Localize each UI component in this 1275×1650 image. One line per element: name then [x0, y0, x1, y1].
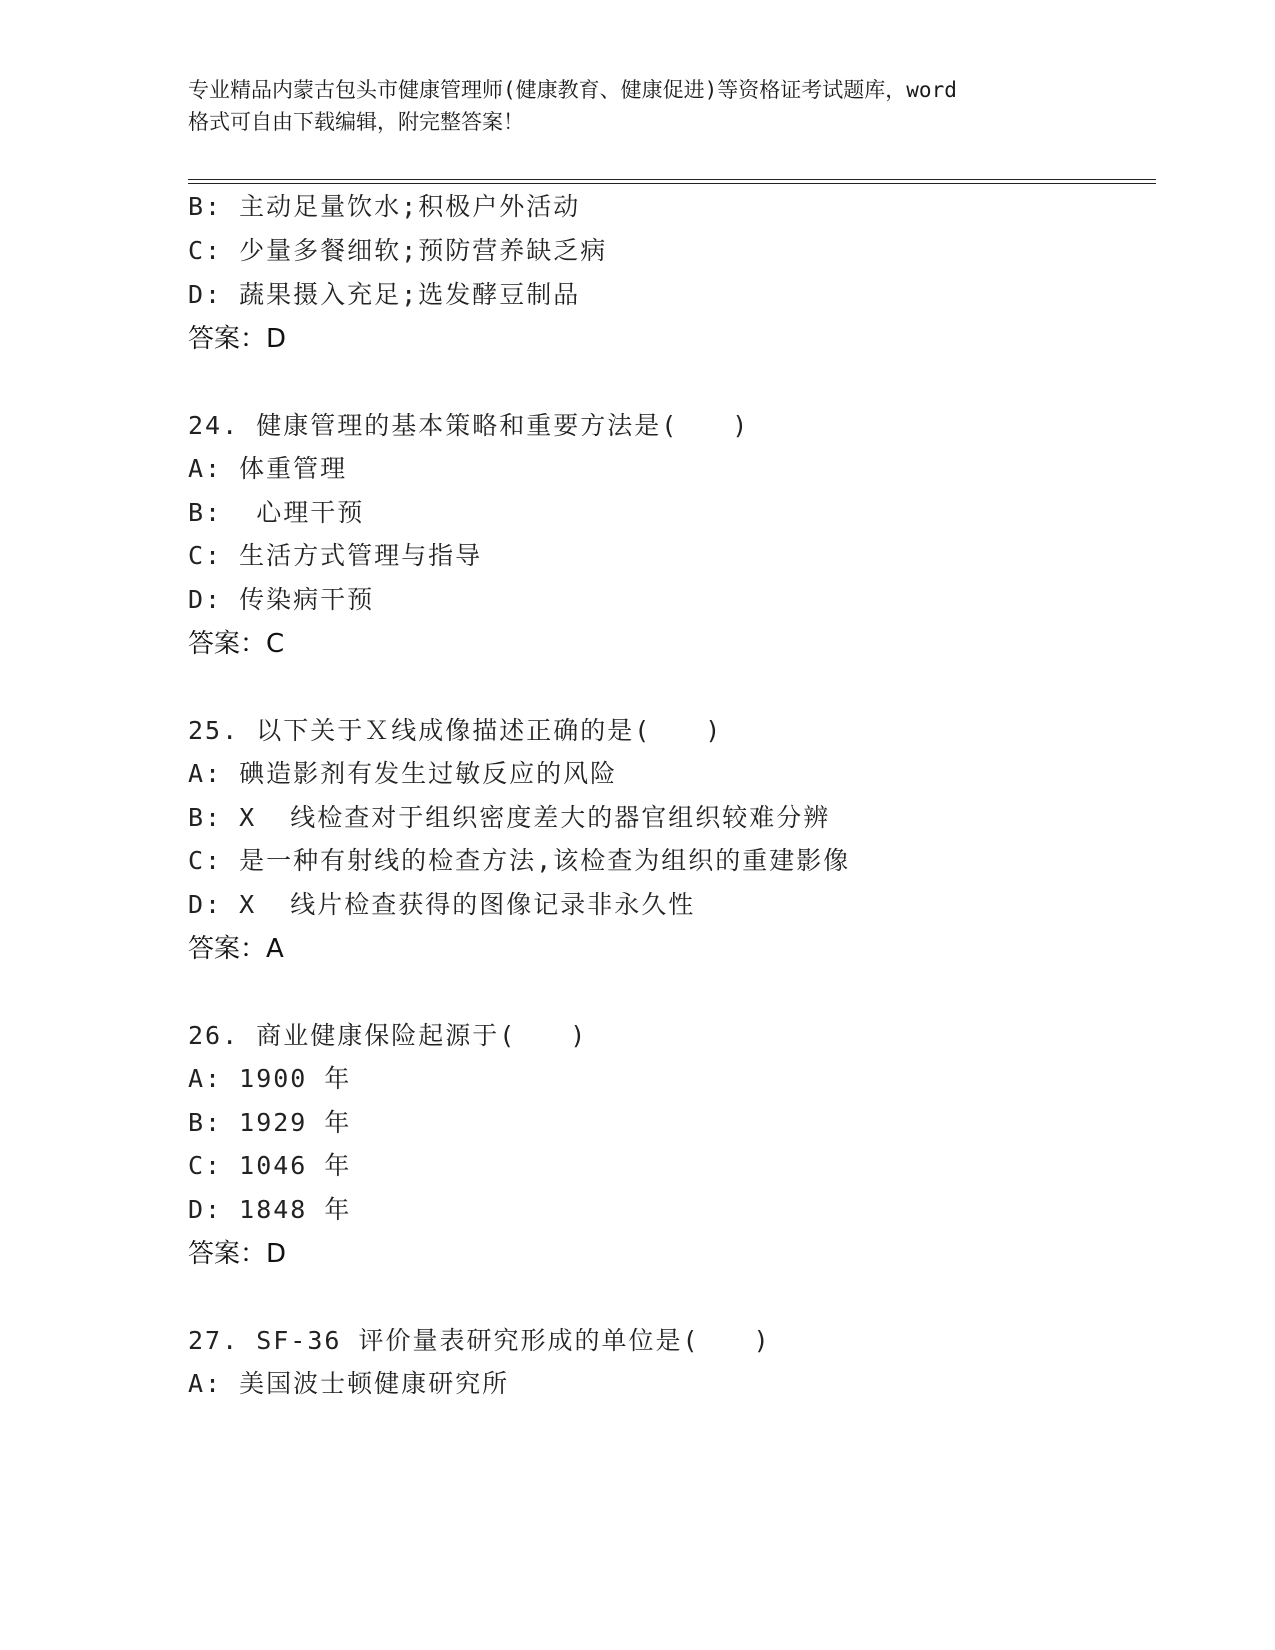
option-a: A: 体重管理	[188, 454, 348, 483]
question-stem: 27. SF-36 评价量表研究形成的单位是( )	[188, 1326, 771, 1355]
question-stem: 25. 以下关于Ｘ线成像描述正确的是( )	[188, 716, 723, 745]
option-a: A: 1900 年	[188, 1064, 352, 1093]
option-d: D: 1848 年	[188, 1195, 352, 1224]
option-d: D: 传染病干预	[188, 585, 375, 614]
answer-label: 答案：D	[188, 1239, 287, 1269]
header-line-1: 专业精品内蒙古包头市健康管理师(健康教育、健康促进)等资格证考试题库，word	[188, 78, 957, 102]
header-line-2: 格式可自由下载编辑，附完整答案！	[188, 110, 524, 134]
option-b: B: X 线检查对于组织密度差大的器官组织较难分辨	[188, 803, 831, 832]
option-c: C: 少量多餐细软;预防营养缺乏病	[188, 236, 608, 265]
option-d: D: 蔬果摄入充足;选发酵豆制品	[188, 280, 581, 309]
question-stem: 24. 健康管理的基本策略和重要方法是( )	[188, 411, 750, 440]
header-rule-top	[188, 179, 1156, 180]
option-d: D: X 线片检查获得的图像记录非永久性	[188, 890, 696, 919]
option-b: B: 心理干预	[188, 498, 365, 527]
option-c: C: 1046 年	[188, 1151, 352, 1180]
answer-label: 答案：D	[188, 324, 287, 354]
document-header	[188, 74, 1088, 138]
option-a: A: 碘造影剂有发生过敏反应的风险	[188, 759, 618, 788]
header-rule-bottom	[188, 183, 1156, 184]
option-c: C: 生活方式管理与指导	[188, 541, 483, 570]
answer-label: 答案：C	[188, 629, 285, 659]
option-a: A: 美国波士顿健康研究所	[188, 1369, 510, 1398]
question-stem: 26. 商业健康保险起源于( )	[188, 1021, 588, 1050]
answer-label: 答案：A	[188, 934, 284, 964]
option-c: C: 是一种有射线的检查方法,该检查为组织的重建影像	[188, 846, 851, 875]
option-b: B: 主动足量饮水;积极户外活动	[188, 192, 581, 221]
option-b: B: 1929 年	[188, 1108, 352, 1137]
